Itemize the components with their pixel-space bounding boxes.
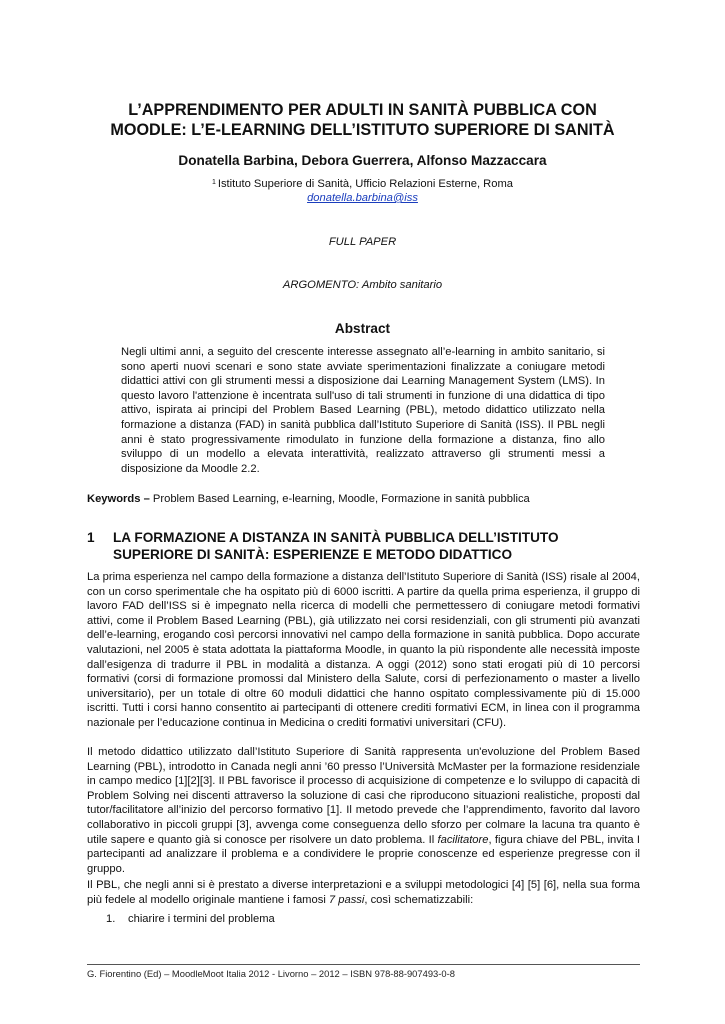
steps-list — [106, 913, 275, 925]
paragraph-1: La prima esperienza nel campo della formazione a distanza dell’Istituto Superiore di Sanità (ISS) risale al 2004, con un corso sperimentale che ha ospitato più di 6000 iscritti. A partire da quella prima esperienza, il gruppo di lavoro FAD dell’ISS si è impegnato nella ricerca di modelli che permettessero di coniugare metodi formativi attivi, come il Problem Based Learning (PBL), già utilizzato nei corsi residenziali, con gli strumenti più avanzati dell’e-learning, erogando così percorsi innovativi nel campo della formazione in sanità pubblica. Dopo accurate valutazioni, nel 2005 è stata adottata la piattaforma Moodle, in quanto la più rispondente alle necessità imposte dall’esigenza di tradurre il PBL in modalità a distanza. A oggi (2012) sono stati erogati più di 10 percorsi formativi (corsi di formazione promossi dal Ministero della Salute, corsi di perfezionamento o master a livello universitario), per un totale di oltre 60 moduli didattici che hanno ospitato complessivamente più di 15.000 iscritti. Tutti i corsi hanno consentito ai partecipanti di ottenere crediti formativi ECM, in linea con il programma nazionale per l’educazione continua in Medicina o crediti formativi universitari (CFU). — [87, 571, 640, 729]
affiliation-marker: 1 — [211, 179, 216, 186]
list-item-number: 1. — [106, 913, 116, 925]
title-line-2: MOODLE: L’E-LEARNING DELL’ISTITUTO SUPERIORE DI SANITÀ — [110, 121, 615, 139]
abstract-body: Negli ultimi anni, a seguito del crescente interesse assegnato all’e-learning in ambito sanitario, si sono aperti nuovi scenari e sono state avviate sperimentazioni finalizzate a coniugare metodi didattici attivi con gli strumenti messi a disposizione dai Learning Management System (LMS). In questo lavoro l'attenzione è incentrata sull'uso di tali strumenti in funzione di una didattica di tipo attivo, ispirata ai principi del Problem Based Learning (PBL), metodo didattico utilizzato nella formazione a distanza (FAD) in sanità pubblica dall’Istituto Superiore di Sanità (ISS). Il PBL negli anni è stato progressivamente rimodulato in funzione della formazione a distanza, fino allo sviluppo di un modello a elevata interattività, realizzato attraverso gli strumenti messi a disposizione da Moodle 2.2. — [121, 346, 605, 475]
section-title-line-1: LA FORMAZIONE A DISTANZA IN SANITÀ PUBBLICA DELL’ISTITUTO — [113, 530, 559, 545]
paragraph-2-italic: facilitatore — [437, 833, 489, 846]
paragraph-2-text-a: Il metodo didattico utilizzato dall’Istituto Superiore di Sanità rappresenta un'evoluzione del Problem Based Learning (PBL), introdotto in Canada negli anni ’60 presso l’Università McMaster per la formazione residenziale in campo medico [1][2][3]. Il PBL favorisce il processo di acquisizione di competenze e lo sviluppo di capacità di Problem Solving nei discenti attraverso la soluzione di casi che riproducono situazioni realistiche, proposti dal tutor/facilitatore all’inizio del percorso formativo [1]. Il metodo prevede che l’apprendimento, favorito dal lavoro collaborativo in piccoli gruppi [3], avvenga come conseguenza dello sforzo per colmare la lacuna tra quanto è utile sapere e quanto già si conosce per risolvere un dato problema. Il — [87, 746, 640, 846]
abstract-heading: Abstract — [334, 321, 391, 336]
page-footer: G. Fiorentino (Ed) – MoodleMoot Italia 2012 - Livorno – 2012 – ISBN 978-88-907493-0-8 — [87, 968, 455, 979]
keywords-label: Keywords – — [87, 493, 150, 505]
section-1-heading — [87, 529, 647, 563]
keywords — [87, 493, 647, 505]
footer-divider — [87, 964, 640, 965]
paper-type: FULL PAPER — [328, 236, 397, 248]
topic-line: ARGOMENTO: Ambito sanitario — [282, 279, 443, 291]
affiliation-text: Istituto Superiore di Sanità, Ufficio Relazioni Esterne, Roma — [217, 178, 514, 190]
keywords-text: Problem Based Learning, e-learning, Moodle, Formazione in sanità pubblica — [149, 493, 530, 505]
paragraph-3-text-a: Il PBL, che negli anni si è prestato a diverse interpretazioni e a sviluppi metodologici [4] [5] [6], nella sua forma più fedele al modello originale mantiene i famosi — [87, 879, 640, 906]
title-line-1: L’APPRENDIMENTO PER ADULTI IN SANITÀ PUBBLICA CON — [128, 101, 597, 119]
paragraph-3 — [87, 878, 640, 907]
paper-title — [60, 100, 665, 140]
paragraph-2 — [87, 745, 640, 876]
section-number: 1 — [87, 530, 95, 545]
paragraph-3-text-b: , così schematizzabili: — [364, 893, 474, 906]
author-email-link[interactable]: donatella.barbina@iss — [307, 192, 418, 204]
list-item — [106, 913, 275, 925]
paragraph-2-text-b: , figura chiave del PBL, invita I partecipanti ad analizzare il problema e a condividere le proprie conoscenze ed esperienze pregresse con il gruppo. — [87, 833, 640, 875]
list-item-text: chiarire i termini del problema — [128, 913, 275, 925]
affiliation — [60, 177, 665, 205]
paragraph-3-italic: 7 passi — [328, 893, 365, 906]
section-title-line-2: SUPERIORE DI SANITÀ: ESPERIENZE E METODO DIDATTICO — [113, 547, 513, 562]
authors: Donatella Barbina, Debora Guerrera, Alfonso Mazzaccara — [178, 153, 547, 168]
